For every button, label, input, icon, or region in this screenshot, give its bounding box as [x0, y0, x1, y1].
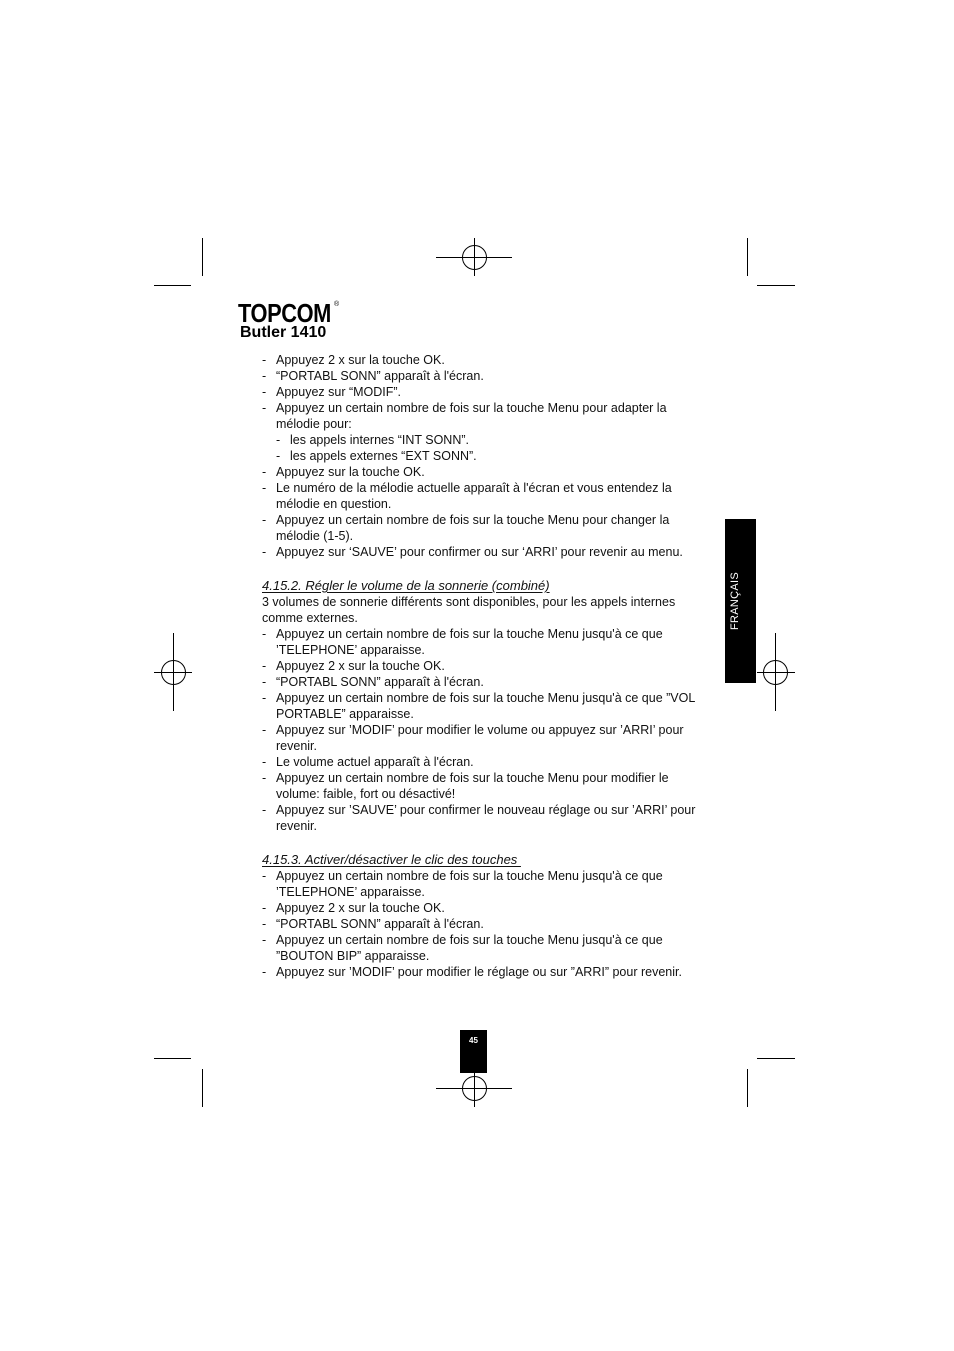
list-marker: - [262, 481, 267, 495]
item-text: Appuyez un certain nombre de fois sur la touche Menu pour adapter la [276, 401, 667, 415]
list-item [262, 868, 712, 884]
item-text: PORTABLE” apparaisse. [276, 707, 414, 721]
list-marker: - [262, 933, 267, 947]
item-text: Appuyez un certain nombre de fois sur la touche Menu jusqu'à ce que [276, 869, 663, 883]
section-heading-text: 4.15.2. Régler le volume de la sonnerie (combiné) [262, 578, 550, 593]
list-item [262, 658, 712, 674]
list-item [262, 964, 712, 980]
item-text: Appuyez 2 x sur la touche OK. [276, 659, 445, 673]
item-continuation [262, 738, 712, 754]
item-text: “PORTABL SONN” apparaît à l'écran. [276, 369, 484, 383]
intro-text: comme externes. [262, 611, 358, 625]
list-marker: - [262, 917, 267, 931]
list-item [262, 770, 712, 786]
list-marker: - [262, 627, 267, 641]
registration-mark-right [757, 633, 795, 711]
section-intro [262, 594, 712, 610]
section-heading [262, 852, 712, 868]
item-text: Appuyez sur ’MODIF’ pour modifier le volume ou appuyez sur ’ARRI’ pour [276, 723, 684, 737]
list-marker: - [262, 965, 267, 979]
list-marker: - [262, 869, 267, 883]
section-key-click [262, 852, 712, 980]
list-item [262, 400, 712, 416]
sub-list-item [262, 448, 712, 464]
list-item [262, 464, 712, 480]
item-text: ”BOUTON BIP” apparaisse. [276, 949, 430, 963]
section-melody-steps [262, 352, 712, 560]
item-continuation [262, 706, 712, 722]
item-continuation [262, 416, 712, 432]
list-item [262, 932, 712, 948]
item-text: mélodie en question. [276, 497, 392, 511]
language-tab-label: FRANÇAIS [729, 571, 741, 631]
item-text: revenir. [276, 819, 317, 833]
list-marker: - [262, 691, 267, 705]
item-text: Appuyez un certain nombre de fois sur la touche Menu jusqu'à ce que [276, 933, 663, 947]
item-text: Appuyez sur ‘SAUVE’ pour confirmer ou sur ‘ARRI’ pour revenir au menu. [276, 545, 683, 559]
item-text: les appels internes “INT SONN”. [290, 433, 469, 447]
item-text: mélodie pour: [276, 417, 352, 431]
item-text: revenir. [276, 739, 317, 753]
item-text: les appels externes “EXT SONN”. [290, 449, 477, 463]
list-marker: - [262, 723, 267, 737]
list-marker: - [262, 803, 267, 817]
list-item [262, 352, 712, 368]
intro-text: 3 volumes de sonnerie différents sont disponibles, pour les appels internes [262, 595, 676, 609]
item-continuation [262, 496, 712, 512]
list-item [262, 480, 712, 496]
list-item [262, 916, 712, 932]
list-item [262, 544, 712, 560]
item-text: Le numéro de la mélodie actuelle apparaît à l'écran et vous entendez la [276, 481, 672, 495]
list-marker: - [262, 369, 267, 383]
item-continuation [262, 948, 712, 964]
list-item [262, 900, 712, 916]
item-text: “PORTABL SONN” apparaît à l'écran. [276, 917, 484, 931]
item-text: Appuyez sur ’MODIF’ pour modifier le réglage ou sur ”ARRI” pour revenir. [276, 965, 682, 979]
list-marker: - [262, 659, 267, 673]
item-continuation [262, 786, 712, 802]
list-item [262, 722, 712, 738]
section-ring-volume [262, 578, 712, 834]
list-marker: - [262, 353, 267, 367]
crop-mark-top-right [748, 238, 796, 286]
list-item [262, 674, 712, 690]
list-marker: - [262, 755, 267, 769]
section-heading-text: 4.15.3. Activer/désactiver le clic des touches [262, 852, 521, 867]
item-text: volume: faible, fort ou désactivé! [276, 787, 456, 801]
item-continuation [262, 528, 712, 544]
list-item [262, 368, 712, 384]
list-marker: - [262, 901, 267, 915]
manual-content [262, 352, 712, 980]
section-intro [262, 610, 712, 626]
list-marker: - [262, 401, 267, 415]
item-text: Appuyez 2 x sur la touche OK. [276, 353, 445, 367]
item-text: “PORTABL SONN” apparaît à l'écran. [276, 675, 484, 689]
list-item [262, 512, 712, 528]
registration-mark-bottom [436, 1069, 512, 1107]
item-text: Appuyez un certain nombre de fois sur la touche Menu jusqu'à ce que [276, 627, 663, 641]
list-item [262, 690, 712, 706]
section-heading [262, 578, 712, 594]
item-text: Appuyez un certain nombre de fois sur la touche Menu pour modifier le [276, 771, 669, 785]
list-item [262, 802, 712, 818]
model-name: Butler 1410 [240, 324, 327, 341]
sub-list-item [262, 432, 712, 448]
item-text: Appuyez sur “MODIF”. [276, 385, 402, 399]
item-text: mélodie (1-5). [276, 529, 354, 543]
list-marker: - [276, 433, 281, 447]
list-item [262, 384, 712, 400]
list-marker: - [276, 449, 281, 463]
item-continuation [262, 642, 712, 658]
brand-logo: TOPCOM [238, 298, 331, 328]
item-text: ’TELEPHONE’ apparaisse. [276, 885, 425, 899]
item-text: Appuyez sur ’SAUVE’ pour confirmer le nouveau réglage ou sur ’ARRI’ pour [276, 803, 696, 817]
item-text: ’TELEPHONE’ apparaisse. [276, 643, 425, 657]
language-tab [725, 519, 756, 683]
list-marker: - [262, 545, 267, 559]
list-marker: - [262, 675, 267, 689]
registration-mark-left [154, 633, 192, 711]
registered-mark: ® [334, 301, 340, 308]
item-text: Appuyez sur la touche OK. [276, 465, 425, 479]
crop-mark-bottom-left [154, 1059, 203, 1108]
crop-mark-bottom-right [748, 1059, 796, 1108]
page-number: 45 [469, 1036, 478, 1045]
item-continuation [262, 884, 712, 900]
list-marker: - [262, 385, 267, 399]
item-text: Appuyez un certain nombre de fois sur la touche Menu pour changer la [276, 513, 670, 527]
crop-mark-top-left [154, 238, 203, 286]
item-text: Appuyez 2 x sur la touche OK. [276, 901, 445, 915]
list-marker: - [262, 465, 267, 479]
list-item [262, 626, 712, 642]
list-item [262, 754, 712, 770]
page-number-box [460, 1030, 487, 1073]
registration-mark-top [436, 238, 512, 276]
list-marker: - [262, 771, 267, 785]
item-text: Le volume actuel apparaît à l'écran. [276, 755, 474, 769]
list-marker: - [262, 513, 267, 527]
item-text: Appuyez un certain nombre de fois sur la touche Menu jusqu'à ce que ”VOL [276, 691, 696, 705]
item-continuation [262, 818, 712, 834]
